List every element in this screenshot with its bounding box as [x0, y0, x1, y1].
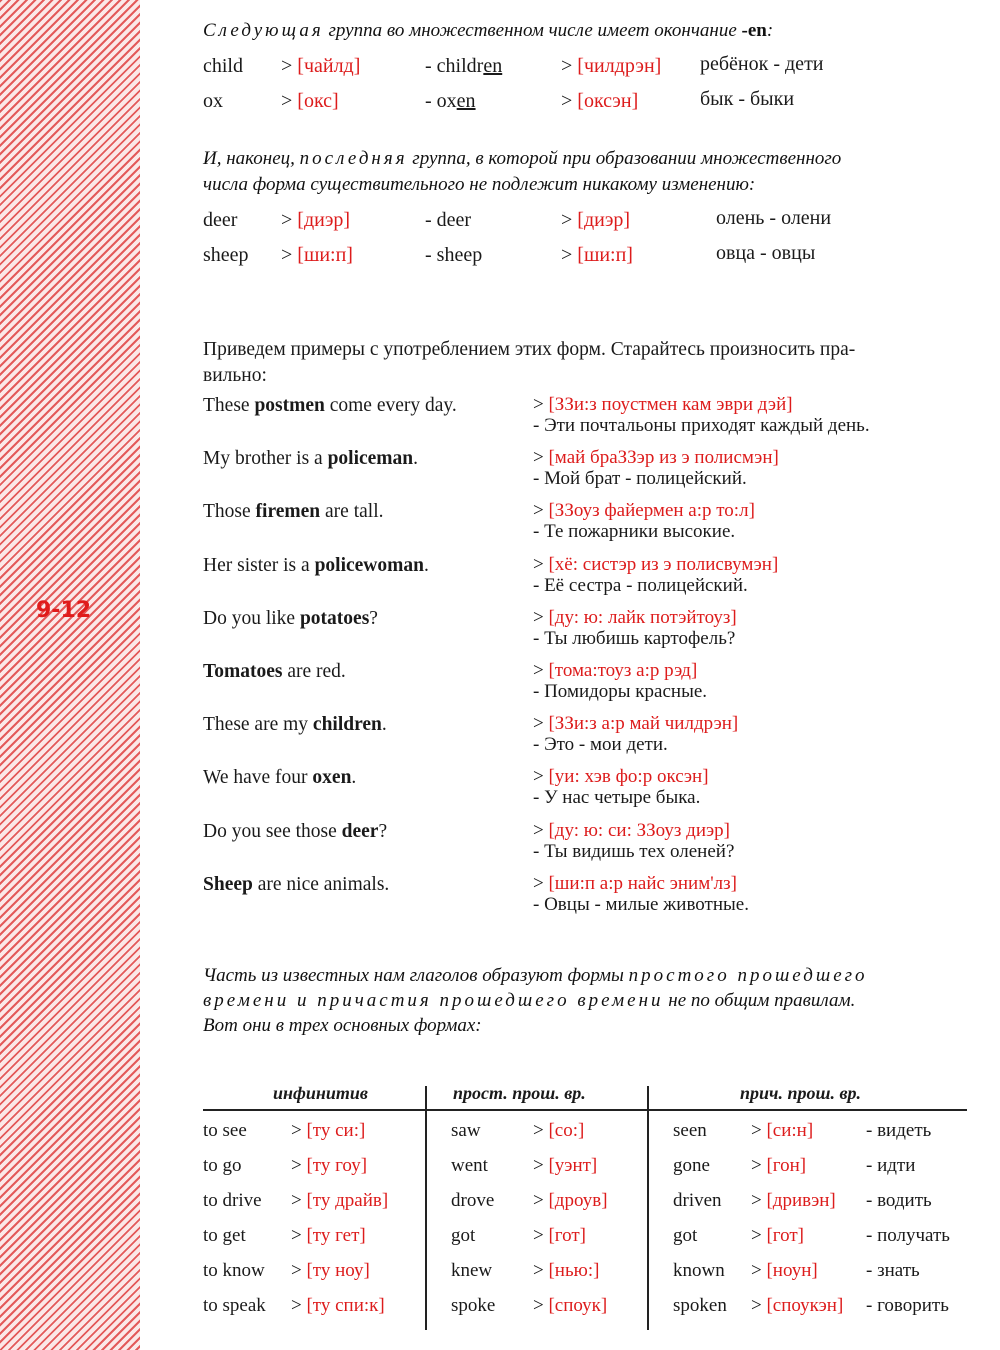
infinitive-transcription-cell: > [ту спи:к] [291, 1295, 385, 1316]
example-keyword: children [312, 714, 382, 736]
example-keyword: oxen [312, 767, 352, 789]
plural-transcription-cell: > [диэр] [561, 209, 631, 231]
plural-transcription-cell: > [оксэн] [561, 90, 639, 112]
header-infinitive: инфинитив [273, 1083, 368, 1103]
infinitive-transcription-cell: > [ту гоу] [291, 1155, 368, 1176]
plural-transcription: [ши:п] [577, 244, 633, 266]
past-simple-transcription: [споук] [548, 1295, 608, 1316]
transcription: > [диэр] [281, 209, 351, 231]
example-translation-block: > [ши:п а:р найс эним'лз] - Овцы - милые животные. [533, 872, 749, 915]
example-translation-block: > [ду: ю: си: ЗЗоуз диэр] - Ты видишь тех оленей? [533, 819, 735, 862]
example-keyword: policewoman [314, 554, 424, 576]
example-sentence [203, 661, 346, 683]
infinitive-transcription: [ту спи:к] [306, 1295, 385, 1316]
meaning: овца - овцы [716, 242, 816, 264]
meaning: олень - олени [716, 207, 832, 229]
past-participle-cell: got [673, 1225, 698, 1246]
word-row [203, 55, 243, 78]
past-simple-cell: spoke [451, 1295, 496, 1316]
plural-word: - oxen [425, 90, 476, 112]
example-sentence [203, 395, 457, 417]
example-sentence [203, 501, 384, 523]
example-transcription: [уи: хэв фо:р оксэн] [548, 766, 709, 788]
example-sentence [203, 714, 387, 736]
example-text: Her sister is a [203, 554, 315, 576]
example-text: These [203, 395, 255, 416]
word-row [203, 90, 223, 113]
past-simple-cell: went [451, 1155, 488, 1176]
example-russian: Это - мои дети. [544, 734, 668, 756]
example-translation-block: > [ЗЗоуз файермен а:р то:л] - Те пожарники высокие. [533, 500, 755, 543]
note-irregular-line3: Вот они в трех основных формах: [203, 1015, 482, 1036]
plural-word: - deer [425, 209, 472, 231]
verb-meaning-cell: - водить [866, 1190, 932, 1211]
example-text: Do you see those [203, 820, 342, 842]
example-transcription: [ЗЗоуз файермен а:р то:л] [548, 500, 755, 522]
note-text: И, наконец, [203, 148, 300, 169]
plural-stem: childr [436, 55, 484, 77]
infinitive-cell: to drive [203, 1190, 262, 1211]
transcription: > [ши:п] [281, 244, 353, 266]
verb-meaning-cell: - говорить [866, 1295, 949, 1316]
example-sentence [203, 767, 356, 789]
example-translation-block: > [ЗЗи:з поустмен кам эври дэй] - Эти почтальоны приходят каждый день. [533, 394, 870, 436]
transcription: > [чайлд] [281, 55, 361, 77]
example-text: . [423, 554, 429, 576]
past-simple-cell: knew [451, 1260, 493, 1281]
example-text: . [381, 714, 387, 736]
past-simple-transcription-cell: > [со:] [533, 1120, 585, 1141]
example-transcription: [ЗЗи:з а:р май чилдрэн] [548, 713, 739, 735]
example-transcription: [ду: ю: лайк потэйтоуз] [548, 606, 737, 628]
singular-transcription: [ши:п] [297, 244, 353, 266]
example-russian: Те пожарники высокие. [544, 521, 736, 543]
past-participle-transcription-cell: > [споукэн] [751, 1295, 844, 1316]
past-simple-transcription-cell: > [споук] [533, 1295, 608, 1316]
plural-ending: en [483, 55, 503, 77]
infinitive-transcription: [ту драйв] [306, 1190, 389, 1211]
example-text: are tall. [320, 501, 384, 523]
note-colon: : [766, 20, 774, 41]
example-text: We have four [203, 767, 313, 789]
example-translation-block: > [ЗЗи:з а:р май чилдрэн] - Это - мои дети. [533, 713, 739, 756]
example-sentence [203, 555, 429, 577]
infinitive-cell: to know [203, 1260, 265, 1281]
example-keyword: postmen [254, 395, 325, 416]
example-text: My brother is a [203, 448, 328, 470]
example-translation-block: > [ду: ю: лайк потэйтоуз] - Ты любишь картофель? [533, 606, 737, 649]
example-keyword: deer [341, 820, 379, 842]
past-participle-cell: seen [673, 1120, 707, 1141]
examples-intro-line1: Приведем примеры с употреблением этих форм. Старайтесь произносить пра- [203, 339, 856, 360]
example-text: These are my [203, 714, 313, 736]
example-transcription: [ЗЗи:з поустмен кам эври дэй] [548, 394, 793, 415]
verb-meaning-cell: - видеть [866, 1120, 932, 1141]
table-column-divider [425, 1086, 427, 1330]
past-participle-transcription-cell: > [гон] [751, 1155, 807, 1176]
example-transcription: [хё: систэр из э полисвумэн] [548, 553, 779, 575]
past-simple-cell: got [451, 1225, 476, 1246]
past-simple-transcription: [дроув] [548, 1190, 608, 1211]
example-russian: Овцы - милые животные. [544, 893, 749, 915]
past-simple-transcription-cell: > [уэнт] [533, 1155, 598, 1176]
past-simple-transcription-cell: > [гот] [533, 1225, 586, 1246]
infinitive-transcription: [ту си:] [306, 1120, 366, 1141]
past-participle-cell: gone [673, 1155, 710, 1176]
past-simple-cell: drove [451, 1190, 495, 1211]
singular-transcription: [окс] [297, 90, 339, 112]
infinitive-transcription: [ту гет] [306, 1225, 366, 1246]
plural-transcription: [диэр] [577, 209, 631, 231]
note-irregular-line2 [203, 988, 855, 1014]
past-participle-transcription-cell: > [ноун] [751, 1260, 818, 1281]
infinitive-cell: to get [203, 1225, 246, 1246]
example-text: are nice animals. [252, 873, 390, 895]
example-text: are red. [282, 661, 346, 682]
note-ending: -en [741, 20, 767, 41]
note-text: Часть из известных нам глаголов образуют формы [203, 965, 629, 986]
infinitive-transcription-cell: > [ту ноу] [291, 1260, 370, 1281]
example-transcription: [ду: ю: си: ЗЗоуз диэр] [548, 819, 730, 841]
singular-word: deer [203, 209, 238, 231]
example-text: . [351, 767, 357, 789]
infinitive-cell: to see [203, 1120, 247, 1141]
note-text: группа, в которой при образовании множественного [407, 148, 842, 169]
example-russian: Эти почтальоны приходят каждый день. [544, 415, 870, 436]
plural-transcription-cell: > [ши:п] [561, 244, 633, 266]
example-sentence [203, 821, 387, 843]
singular-word: child [203, 55, 243, 77]
note-text: группа во множественном числе имеет окончание [323, 20, 742, 41]
meaning: ребёнок - дети [700, 53, 824, 75]
plural-transcription-cell: > [чилдрэн] [561, 55, 662, 77]
example-text: . [413, 448, 419, 470]
past-participle-transcription: [дривэн] [766, 1190, 836, 1211]
singular-transcription: [диэр] [297, 209, 351, 231]
past-simple-transcription: [гот] [548, 1225, 586, 1246]
plural-transcription: [оксэн] [577, 90, 639, 112]
example-sentence [203, 608, 378, 630]
infinitive-transcription-cell: > [ту гет] [291, 1225, 366, 1246]
example-translation-block: > [хё: систэр из э полисвумэн] - Её сестра - полицейский. [533, 553, 779, 596]
note-spaced-word: Следующая [203, 20, 324, 41]
plural-word: - children [425, 55, 503, 77]
example-translation-block: > [май браЗЗэр из э полисмэн] - Мой брат - полицейский. [533, 447, 779, 490]
note-same-line2: числа форма существительного не подлежит никакому изменению: [203, 174, 756, 195]
infinitive-cell: to speak [203, 1295, 266, 1316]
infinitive-transcription-cell: > [ту драйв] [291, 1190, 389, 1211]
past-participle-transcription-cell: > [си:н] [751, 1120, 814, 1141]
infinitive-cell: to go [203, 1155, 242, 1176]
past-participle-cell: known [673, 1260, 725, 1281]
past-participle-transcription-cell: > [гот] [751, 1225, 804, 1246]
past-simple-transcription: [нью:] [548, 1260, 600, 1281]
past-participle-transcription: [си:н] [766, 1120, 814, 1141]
example-transcription: [май браЗЗэр из э полисмэн] [548, 447, 779, 469]
plural-stem: ox [436, 90, 457, 112]
meaning: бык - быки [700, 88, 795, 110]
examples-intro-line2: вильно: [203, 365, 267, 386]
note-en-group [203, 18, 773, 44]
singular-transcription: [чайлд] [297, 55, 361, 77]
verb-meaning-cell: - знать [866, 1260, 920, 1281]
example-sentence [203, 874, 389, 896]
plural-transcription: [чилдрэн] [577, 55, 662, 77]
example-keyword: policeman [327, 448, 414, 470]
past-participle-transcription: [споукэн] [766, 1295, 844, 1316]
note-irregular-line1 [203, 963, 868, 989]
page-number: 9-12 [36, 598, 92, 623]
note-spaced-word: последняя [299, 148, 408, 169]
example-text: ? [369, 607, 378, 629]
example-russian: Её сестра - полицейский. [544, 574, 748, 596]
note-same-group [203, 146, 841, 172]
example-text: Those [203, 501, 256, 523]
example-russian: У нас четыре быка. [544, 787, 701, 809]
example-translation-block: > [тома:тоуз а:р рэд] - Помидоры красные. [533, 660, 708, 702]
past-participle-cell: driven [673, 1190, 722, 1211]
header-past-simple: прост. прош. вр. [453, 1083, 586, 1103]
example-text: ? [378, 820, 388, 842]
table-column-divider [647, 1086, 649, 1330]
singular-word: sheep [203, 244, 249, 266]
header-past-participle: прич. прош. вр. [740, 1083, 862, 1103]
decorative-side-stripe [0, 0, 140, 1350]
plural-form: deer [436, 209, 472, 231]
past-simple-cell: saw [451, 1120, 481, 1141]
example-text: come every day. [324, 395, 457, 416]
note-text: не по общим правилам. [663, 990, 856, 1011]
infinitive-transcription: [ту гоу] [306, 1155, 368, 1176]
note-spaced-word: простого прошедшего [628, 965, 868, 986]
infinitive-transcription-cell: > [ту си:] [291, 1120, 366, 1141]
plural-word: - sheep [425, 244, 483, 266]
example-russian: Ты любишь картофель? [544, 627, 736, 649]
transcription: > [окс] [281, 90, 339, 112]
example-russian: Помидоры красные. [544, 681, 708, 702]
singular-word: ox [203, 90, 223, 112]
example-keyword: firemen [255, 501, 321, 523]
example-russian: Ты видишь тех оленей? [544, 840, 735, 862]
example-keyword: potatoes [299, 607, 370, 629]
past-simple-transcription-cell: > [нью:] [533, 1260, 600, 1281]
example-sentence [203, 448, 418, 470]
infinitive-transcription: [ту ноу] [306, 1260, 370, 1281]
verb-meaning-cell: - получать [866, 1225, 950, 1246]
example-transcription: [тома:тоуз а:р рэд] [548, 660, 698, 681]
verb-meaning-cell: - идти [866, 1155, 916, 1176]
past-participle-transcription: [гот] [766, 1225, 804, 1246]
example-keyword: Tomatoes [203, 661, 283, 682]
plural-ending: en [456, 90, 476, 112]
past-simple-transcription: [уэнт] [548, 1155, 598, 1176]
past-simple-transcription: [со:] [548, 1120, 585, 1141]
table-header-rule [203, 1109, 967, 1111]
example-transcription: [ши:п а:р найс эним'лз] [548, 872, 737, 894]
past-participle-transcription: [гон] [766, 1155, 807, 1176]
example-translation-block: > [уи: хэв фо:р оксэн] - У нас четыре быка. [533, 766, 709, 809]
past-simple-transcription-cell: > [дроув] [533, 1190, 608, 1211]
note-spaced-word: времени и причастия прошедшего времени [203, 990, 664, 1011]
past-participle-transcription: [ноун] [766, 1260, 818, 1281]
example-keyword: Sheep [203, 873, 253, 895]
example-russian: Мой брат - полицейский. [544, 468, 747, 490]
example-text: Do you like [203, 607, 300, 629]
plural-form: sheep [436, 244, 483, 266]
past-participle-cell: spoken [673, 1295, 727, 1316]
past-participle-transcription-cell: > [дривэн] [751, 1190, 836, 1211]
